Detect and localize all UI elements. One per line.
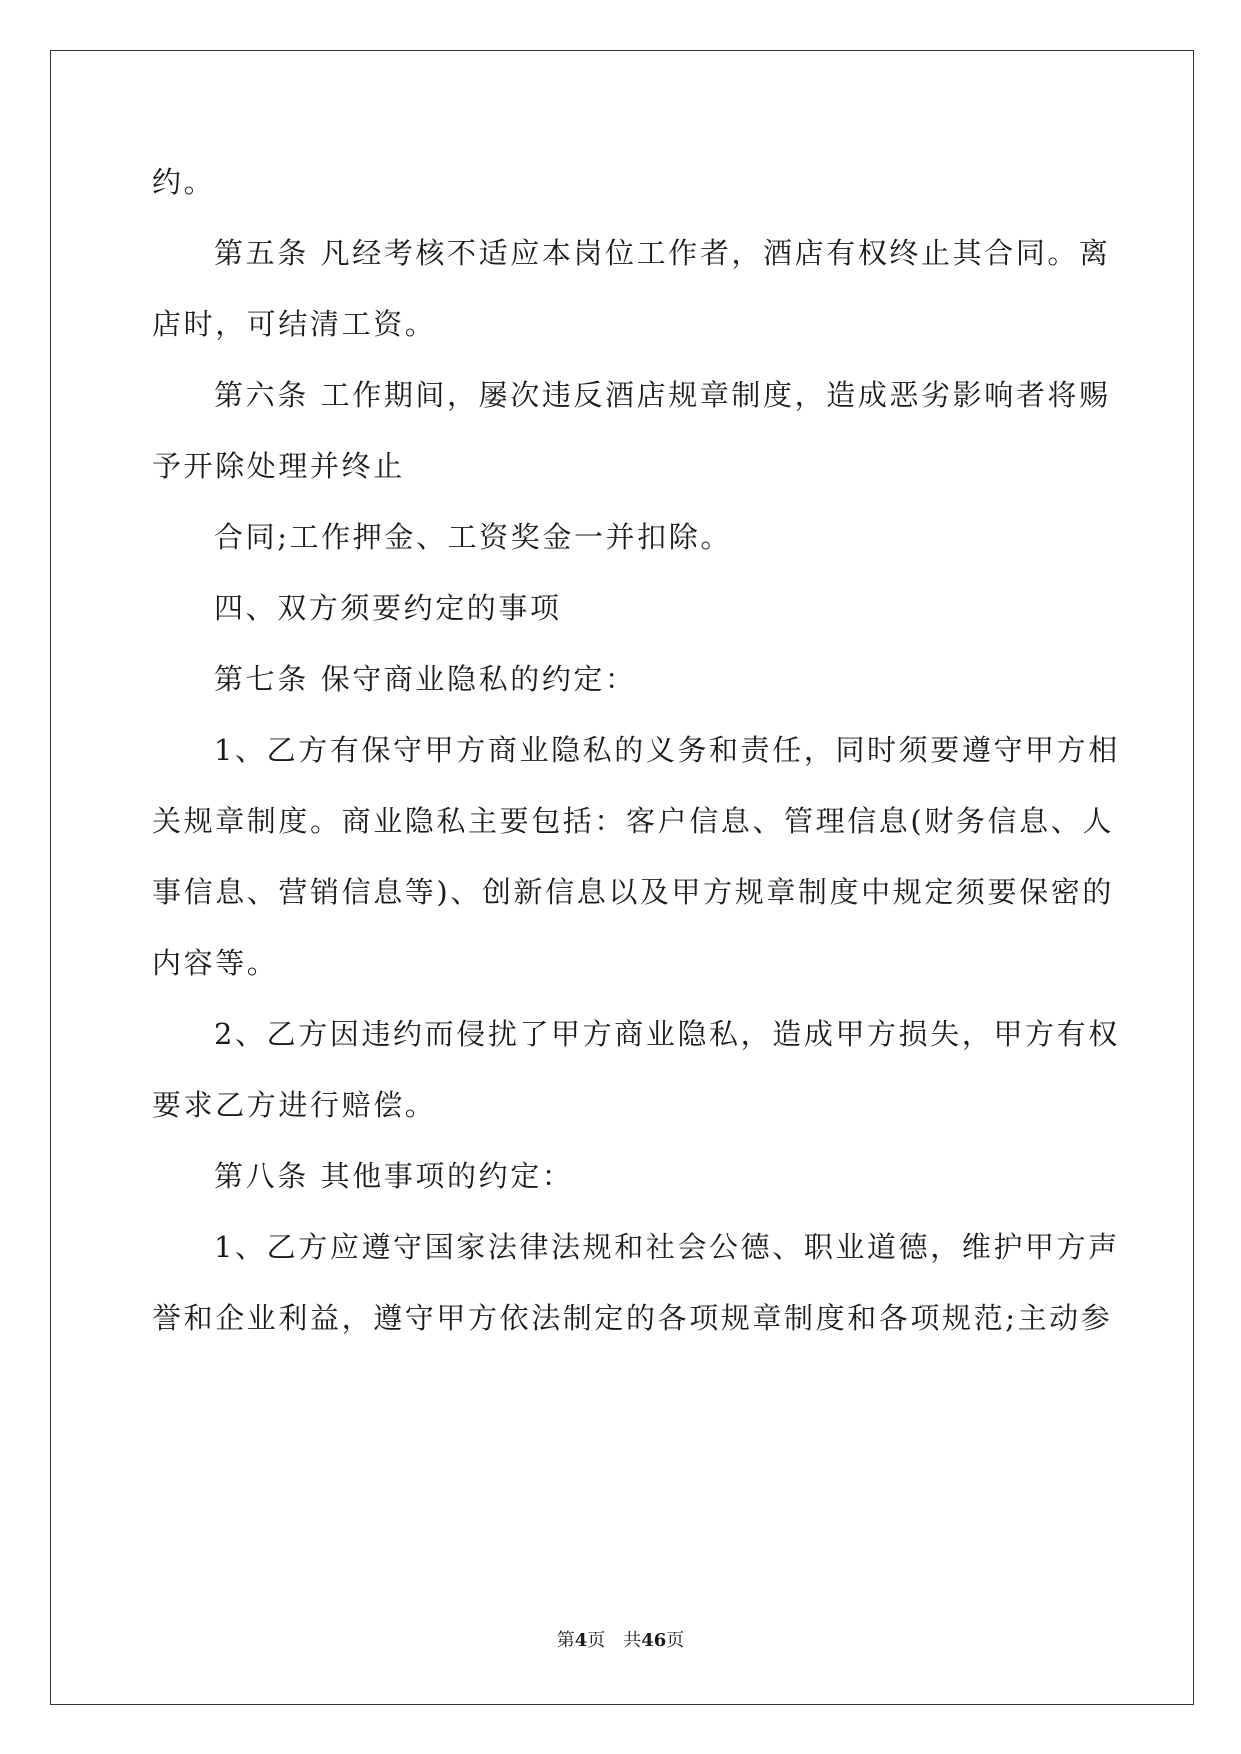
text-line: 1、乙方应遵守国家法律法规和社会公德、职业道德，维护甲方声	[214, 1230, 1120, 1264]
text-line: 誉和企业利益，遵守甲方依法制定的各项规章制度和各项规范;主动参	[152, 1301, 1113, 1335]
text-line: 予开除处理并终止	[152, 449, 405, 483]
text-line: 合同;工作押金、工资奖金一并扣除。	[214, 520, 732, 554]
total-pages: 46	[641, 1630, 667, 1651]
text-line: 1、乙方有保守甲方商业隐私的义务和责任，同时须要遵守甲方相	[214, 733, 1120, 767]
text-line: 约。	[152, 165, 216, 199]
text-line: 事信息、营销信息等)、创新信息以及甲方规章制度中规定须要保密的	[152, 875, 1114, 909]
text-line: 要求乙方进行赔偿。	[152, 1088, 437, 1122]
text-line: 2、乙方因违约而侵扰了甲方商业隐私，造成甲方损失，甲方有权	[214, 1017, 1120, 1051]
page-number: 4	[574, 1630, 588, 1651]
text-line: 关规章制度。商业隐私主要包括：客户信息、管理信息(财务信息、人	[152, 804, 1114, 838]
section-heading: 四、双方须要约定的事项	[214, 591, 562, 625]
footer-prefix: 第	[556, 1630, 575, 1651]
text-line: 店时，可结清工资。	[152, 307, 437, 341]
text-line: 内容等。	[152, 946, 279, 980]
text-line: 第六条 工作期间，屡次违反酒店规章制度，造成恶劣影响者将赐	[214, 378, 1111, 412]
text-line: 第八条 其他事项的约定：	[214, 1159, 574, 1193]
page-footer	[0, 1629, 1241, 1653]
text-line: 第七条 保守商业隐私的约定：	[214, 662, 637, 696]
footer-suffix: 页	[666, 1630, 685, 1651]
text-line: 第五条 凡经考核不适应本岗位工作者，酒店有权终止其合同。离	[214, 236, 1111, 270]
footer-middle: 页 共	[587, 1630, 642, 1651]
